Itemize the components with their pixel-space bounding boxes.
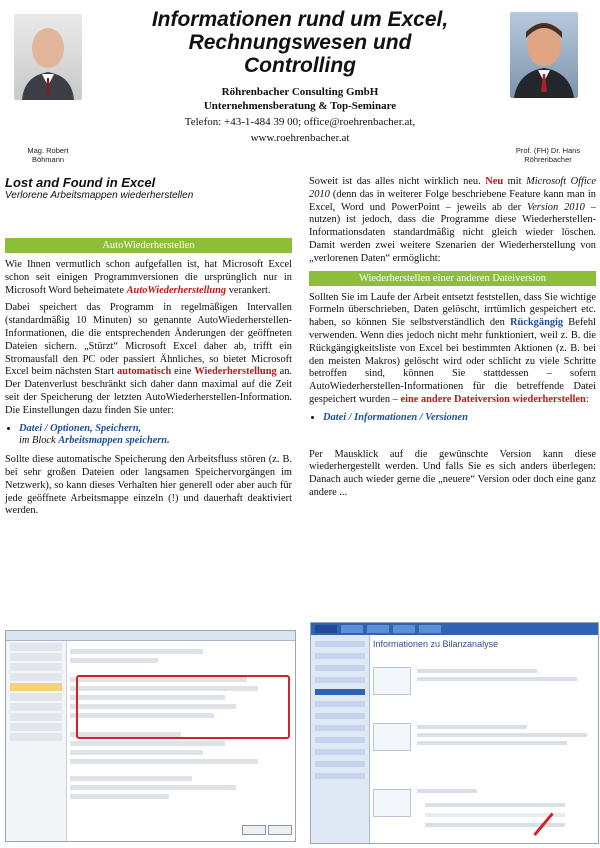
backstage-sidebar (311, 635, 370, 843)
title-line: Controlling (244, 54, 356, 77)
bullet-list (309, 412, 596, 425)
info-line (417, 677, 577, 681)
article-title: Lost and Found in Excel (5, 175, 156, 190)
right-column (309, 176, 596, 505)
text: Sollten Sie im Laufe der Arbeit entsetzt feststellen, dass Sie wichtige Formeln überschrieben, Daten gelöscht, irrtümlich gespeichert etc. haben, so können Sie selbstverständlich den (309, 291, 596, 329)
sidebar-item[interactable] (315, 761, 365, 767)
left-column (5, 176, 292, 523)
info-line (417, 725, 527, 729)
command-name: Rückgängig (510, 317, 564, 329)
page-title (110, 8, 490, 77)
sidebar-item[interactable] (315, 701, 365, 707)
article-subtitle: Verlorene Arbeitsmappen wiederherstellen (5, 190, 194, 201)
info-line (417, 789, 477, 793)
author-photo-right (510, 12, 578, 98)
sidebar-item[interactable] (315, 725, 365, 731)
sidebar-item (10, 643, 62, 651)
author-caption-left (4, 146, 92, 164)
ok-button[interactable] (242, 825, 266, 835)
section-bar-dateiversion: Wiederherstellen einer anderen Dateiversion (309, 271, 596, 286)
list-item (323, 412, 596, 425)
sidebar-item (10, 723, 62, 731)
option-row (70, 658, 158, 663)
dialog-content (70, 645, 291, 837)
author-caption-right (500, 146, 596, 164)
ribbon-tab[interactable] (367, 625, 389, 633)
option-row (70, 785, 236, 790)
menu-path: Arbeitsmappen speichern. (58, 435, 170, 447)
text: Wie Ihnen vermutlich schon aufgefallen ist, hat Microsoft Excel schon seit einigen Programmversionen die ursprünglich nur in Microsoft Word beheimatete (5, 259, 292, 296)
text: Version 2010 (527, 201, 585, 213)
sidebar-item[interactable] (315, 773, 365, 779)
sidebar-item (10, 663, 62, 671)
contact-line: Telefon: +43-1-484 39 00; office@roehrenbacher.at, (184, 116, 416, 128)
option-row (70, 750, 203, 755)
text: Befehl verwenden. Wenn dies jedoch nicht mehr funktioniert, weil z. B. die Rückgängigkeitsliste von Excel bei bestimmten Aktionen (z. B. bei den meisten Makros) gelöscht wird oder schlicht zu viele Schritte betroffen sind, können Sie stattdessen – sofern AutoWiederherstellen-Informationen für die betreffende Datei gespeichert wurden – (309, 317, 596, 405)
dialog-sidebar (6, 641, 67, 841)
title-line: Rechnungswesen und (188, 31, 412, 54)
website-line: www.roehrenbacher.at (250, 132, 350, 144)
info-line (417, 741, 567, 745)
sidebar-item[interactable] (315, 653, 365, 659)
ribbon-tab[interactable] (341, 625, 363, 633)
cancel-button[interactable] (268, 825, 292, 835)
company-name: Röhrenbacher Consulting GmbH (221, 86, 379, 98)
sidebar-item[interactable] (315, 737, 365, 743)
menu-path: Datei / Informationen / Versionen (323, 411, 468, 423)
text: an. Der Datenverlust beschränkt sich daher dann maximal auf die Zeit seit der Speicherung der letzten AutoWiederherstellen-Information. Die Einstellungen dazu finden Sie unter: (5, 366, 292, 416)
highlight-text: Neu (485, 176, 504, 187)
paragraph (309, 292, 596, 407)
sidebar-item[interactable] (315, 713, 365, 719)
company-tagline: Unternehmensberatung & Top-Seminare (203, 100, 397, 112)
sidebar-item[interactable] (315, 665, 365, 671)
option-row (70, 649, 203, 654)
text: Soweit ist das alles nicht wirklich neu. (309, 176, 486, 187)
text: mit (503, 176, 527, 187)
paragraph (5, 302, 292, 417)
option-row (70, 776, 192, 781)
text: Microsoft Office 2010 (309, 176, 596, 200)
sidebar-item[interactable] (315, 749, 365, 755)
sidebar-item (10, 653, 62, 661)
version-entry[interactable] (425, 803, 565, 807)
text: eine (171, 366, 195, 378)
option-row (70, 759, 258, 764)
paragraph: Per Mausklick auf die gewünschte Version kann diese wiederhergestellt werden. Und falls Sie es sich anders überlegen: Danach auch wieder gerne die „neuere“ Version oder doch eine ganz andere ... (309, 448, 596, 498)
sidebar-item-informationen[interactable] (315, 689, 365, 695)
ribbon-bar (311, 623, 598, 635)
check-issues-button[interactable] (373, 723, 411, 751)
highlight-text: automatisch (116, 366, 172, 378)
paragraph (309, 176, 596, 266)
text: (denn das in weiterer Folge beschriebene Feature kann man in Excel, Word und PowerPoint – jeweils ab der (309, 188, 596, 213)
text: im Block (19, 435, 59, 447)
caption-line: Mag. Robert (27, 146, 69, 155)
list-item (19, 423, 292, 449)
permissions-button[interactable] (373, 667, 411, 695)
paragraph: Sollte diese automatische Speicherung den Arbeitsfluss stören (z. B. bei sehr großen Dateien oder langsamen Speichervorgängen im Netzwerk), so kann dieses Verhalten hier generell oder aber auch für jede geöffnete Arbeitsmappe einzeln (!) und dauerhaft deaktiviert werden. (5, 454, 292, 517)
bullet-list (5, 423, 292, 449)
info-line (417, 669, 537, 673)
sidebar-item-selected (10, 683, 62, 691)
excel-backstage-screenshot (310, 622, 599, 844)
sidebar-item (10, 693, 62, 701)
caption-line: Prof. (FH) Dr. Hans (515, 146, 581, 155)
caption-line: Böhmann (31, 155, 65, 164)
author-photo-left (14, 14, 82, 100)
sidebar-item[interactable] (315, 677, 365, 683)
highlight-text: AutoWiederherstellung (126, 284, 227, 296)
option-row (70, 741, 225, 746)
highlight-frame (76, 675, 290, 739)
option-row (70, 794, 169, 799)
sidebar-item (10, 713, 62, 721)
text: verankert. (226, 284, 271, 296)
section-bar-autowiederherstellen: AutoWiederherstellen (5, 238, 292, 253)
version-entry[interactable] (425, 813, 565, 817)
backstage-heading: Informationen zu Bilanzanalyse (373, 639, 499, 649)
tab-datei[interactable] (315, 625, 337, 633)
sidebar-item[interactable] (315, 641, 365, 647)
sidebar-item (10, 703, 62, 711)
dialog-titlebar (6, 631, 295, 641)
highlight-text: eine andere Dateiversion wiederherstellen (400, 393, 586, 405)
text: – nutzen) ist jedoch, dass die Programme diese Wiederherstellen-Informationsdaten standardmäßig nicht gleich wieder löschen. Damit werden zwei weitere Szenarien der Wiederherstellung von „verlorenen Daten“ ermöglicht: (309, 201, 596, 264)
paragraph (5, 259, 292, 297)
manage-versions-button[interactable] (373, 789, 411, 817)
sidebar-item (10, 673, 62, 681)
excel-options-screenshot (5, 630, 296, 842)
ribbon-tab[interactable] (393, 625, 415, 633)
text: Dabei speichert das Programm in regelmäßigen Intervallen (standardmäßig 10 Minuten) so genannte AutoWiederherstellen-Informationen, die die entsprechenden Änderungen der geöffneten Dateien sichern. „Stürzt“ Microsoft Excel daher ab, trifft ein Stromausfall den PC oder passiert Ähnliches, so bietet Microsoft Excel beim nächsten Start (5, 302, 292, 378)
ribbon-tab[interactable] (419, 625, 441, 633)
menu-path: Datei / Optionen, Speichern, (19, 422, 142, 434)
text: : (585, 393, 589, 405)
caption-line: Röhrenbacher (524, 155, 572, 164)
sidebar-item (10, 733, 62, 741)
backstage-content (373, 639, 594, 839)
highlight-text: Wiederherstellung (194, 366, 277, 378)
info-line (417, 733, 587, 737)
title-line: Informationen rund um Excel, (151, 8, 449, 31)
